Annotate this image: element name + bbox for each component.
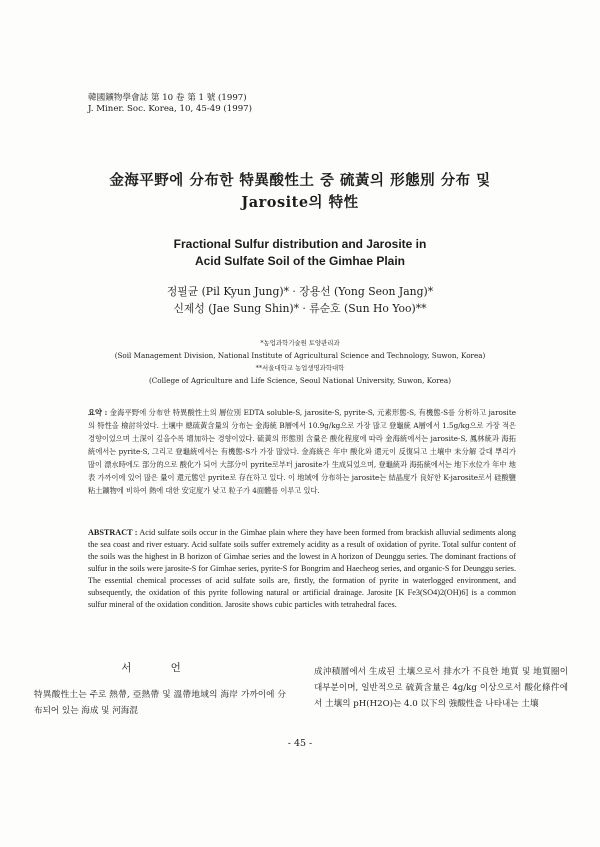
abstract-korean-body: 金海平野에 分布한 特異酸性土의 層位別 EDTA soluble-S, jarosite-S, pyrite-S, 元素形態-S, 有機態-S를 分析하고 jarosite의 特性을 檢討하였다. 土壤中 總硫黃含量의 分布는 金海統 B層에서 10.9g/kg으로 가장 많고 登龜統 A層에서 1.5g/kg으로 가장 적은 경향이었으며 土深이 깊을수록 增加하는 경향이었다. 硫黃의 形態別 含量은 酸化程度에 따라 金海統에서는 jarosite-S, 鳳林統과 海拓統에서는 pyrite-S, 그리고 登龜統에서는 有機態-S가 가장 많았다. 金海統은 年中 酸化와 還元이 反復되고 土壤中 未分解 갈대 뿌리가 많이 漂水時에도 部分的으로 酸化가 되어 大部分이 pyrite로부터 jarosite가 生成되었으며, 登龜統과 海拓統에서는 地下水位가 年中 地表 가까이에 있어 많은 量이 還元態인 pyrite로 存在하고 있다. 이 地域에 分布하는 jarosite는 結晶度가 良好한 K-jarosite로서 硅酸鹽 粘土鑛物에 비하여 熱에 대한 安定度가 낮고 粒子가 4面體를 이루고 있다.	[88, 408, 516, 495]
affiliation-2-english: (College of Agriculture and Life Science, Seoul National University, Suwon, Korea)	[148, 375, 451, 385]
authors-line-1: 정필균 (Pil Kyun Jung)* · 장용선 (Yong Seon Jang)*	[166, 285, 434, 298]
authors-line-2: 신제성 (Jae Sung Shin)* · 류순호 (Sun Ho Yoo)**	[173, 302, 427, 315]
affiliation-1-english: (Soil Management Division, National Institute of Agricultural Science and Technology, Suwon, Korea)	[114, 350, 486, 360]
intro-left-column	[34, 660, 286, 719]
title-korean-line-1: 金海平野에 分布한 特異酸性土 중 硫黃의 形態別 分布 및	[109, 172, 491, 189]
title-korean	[60, 170, 540, 214]
abstract-korean	[88, 406, 516, 497]
intro-paragraph-right: 成沖積層에서 生成된 土壤으로서 排水가 不良한 地質 및 地質圈이 대부분이며, 일반적으로 硫黃含量은 4g/kg 이상으로서 酸化條件에서 土壤의 pH(H2O)는 4.0 以下의 強酸性을 나타내는 土壤	[314, 667, 568, 709]
title-english-line-2: Acid Sulfate Soil of the Gimhae Plain	[194, 254, 406, 268]
author-list	[60, 283, 540, 317]
page-number: - 45 -	[287, 738, 313, 749]
intro-right-column	[314, 664, 568, 712]
journal-citation	[88, 93, 252, 115]
title-english-line-1: Fractional Sulfur distribution and Jarosite in	[173, 237, 427, 251]
abstract-english	[88, 527, 516, 611]
abstract-english-body: Acid sulfate soils occur in the Gimhae plain where they have been formed from brackish alluvial sediments along the sea coast and river estuary. Acid sulfate soils suffer extremely acidity as a result of oxidation of pyrite. Total sulfur content of the soils was the highest in B horizon of Gimhae series and the lowest in A horizon of Deunggu series. The dominant fractions of sulfur in the soils were jarosite-S for Gimhae series, pyrite-S for Bongrim and Haecheog series, and organic-S for Deunggu series. The essential chemical processes of acid sulfate soils are, firstly, the formation of pyrite in waterlogged environment, and subsequently, the oxidation of this pyrite following natural or artificial drainage. Jarosite [K Fe3(SO4)2(OH)6] is a common sulfur mineral of the oxidation condition. Jarosite shows cubic particles with tetrahedral faces.	[88, 528, 516, 609]
journal-citation-ko: 韓國鑛物學會誌 第 10 卷 第 1 號 (1997)	[88, 93, 247, 103]
intro-paragraph-left: 特異酸性土는 주로 熱帶, 亞熱帶 및 溫帶地域의 海岸 가까이에 分布되어 있는 海成 및 河海混	[34, 690, 286, 716]
title-english	[60, 236, 540, 270]
affiliation-1-korean: *농업과학기술원 토양관리과	[260, 339, 340, 347]
abstract-korean-label: 요약 :	[88, 408, 108, 417]
journal-citation-en: J. Miner. Soc. Korea, 10, 45-49 (1997)	[88, 104, 252, 114]
section-heading-introduction: 서 언	[121, 662, 199, 674]
title-korean-line-2: Jarosite의 特性	[241, 194, 359, 211]
abstract-english-label: ABSTRACT :	[88, 528, 138, 537]
affiliations	[60, 337, 540, 387]
affiliation-2-korean: **서울대학교 농업생명과학대학	[255, 364, 345, 372]
